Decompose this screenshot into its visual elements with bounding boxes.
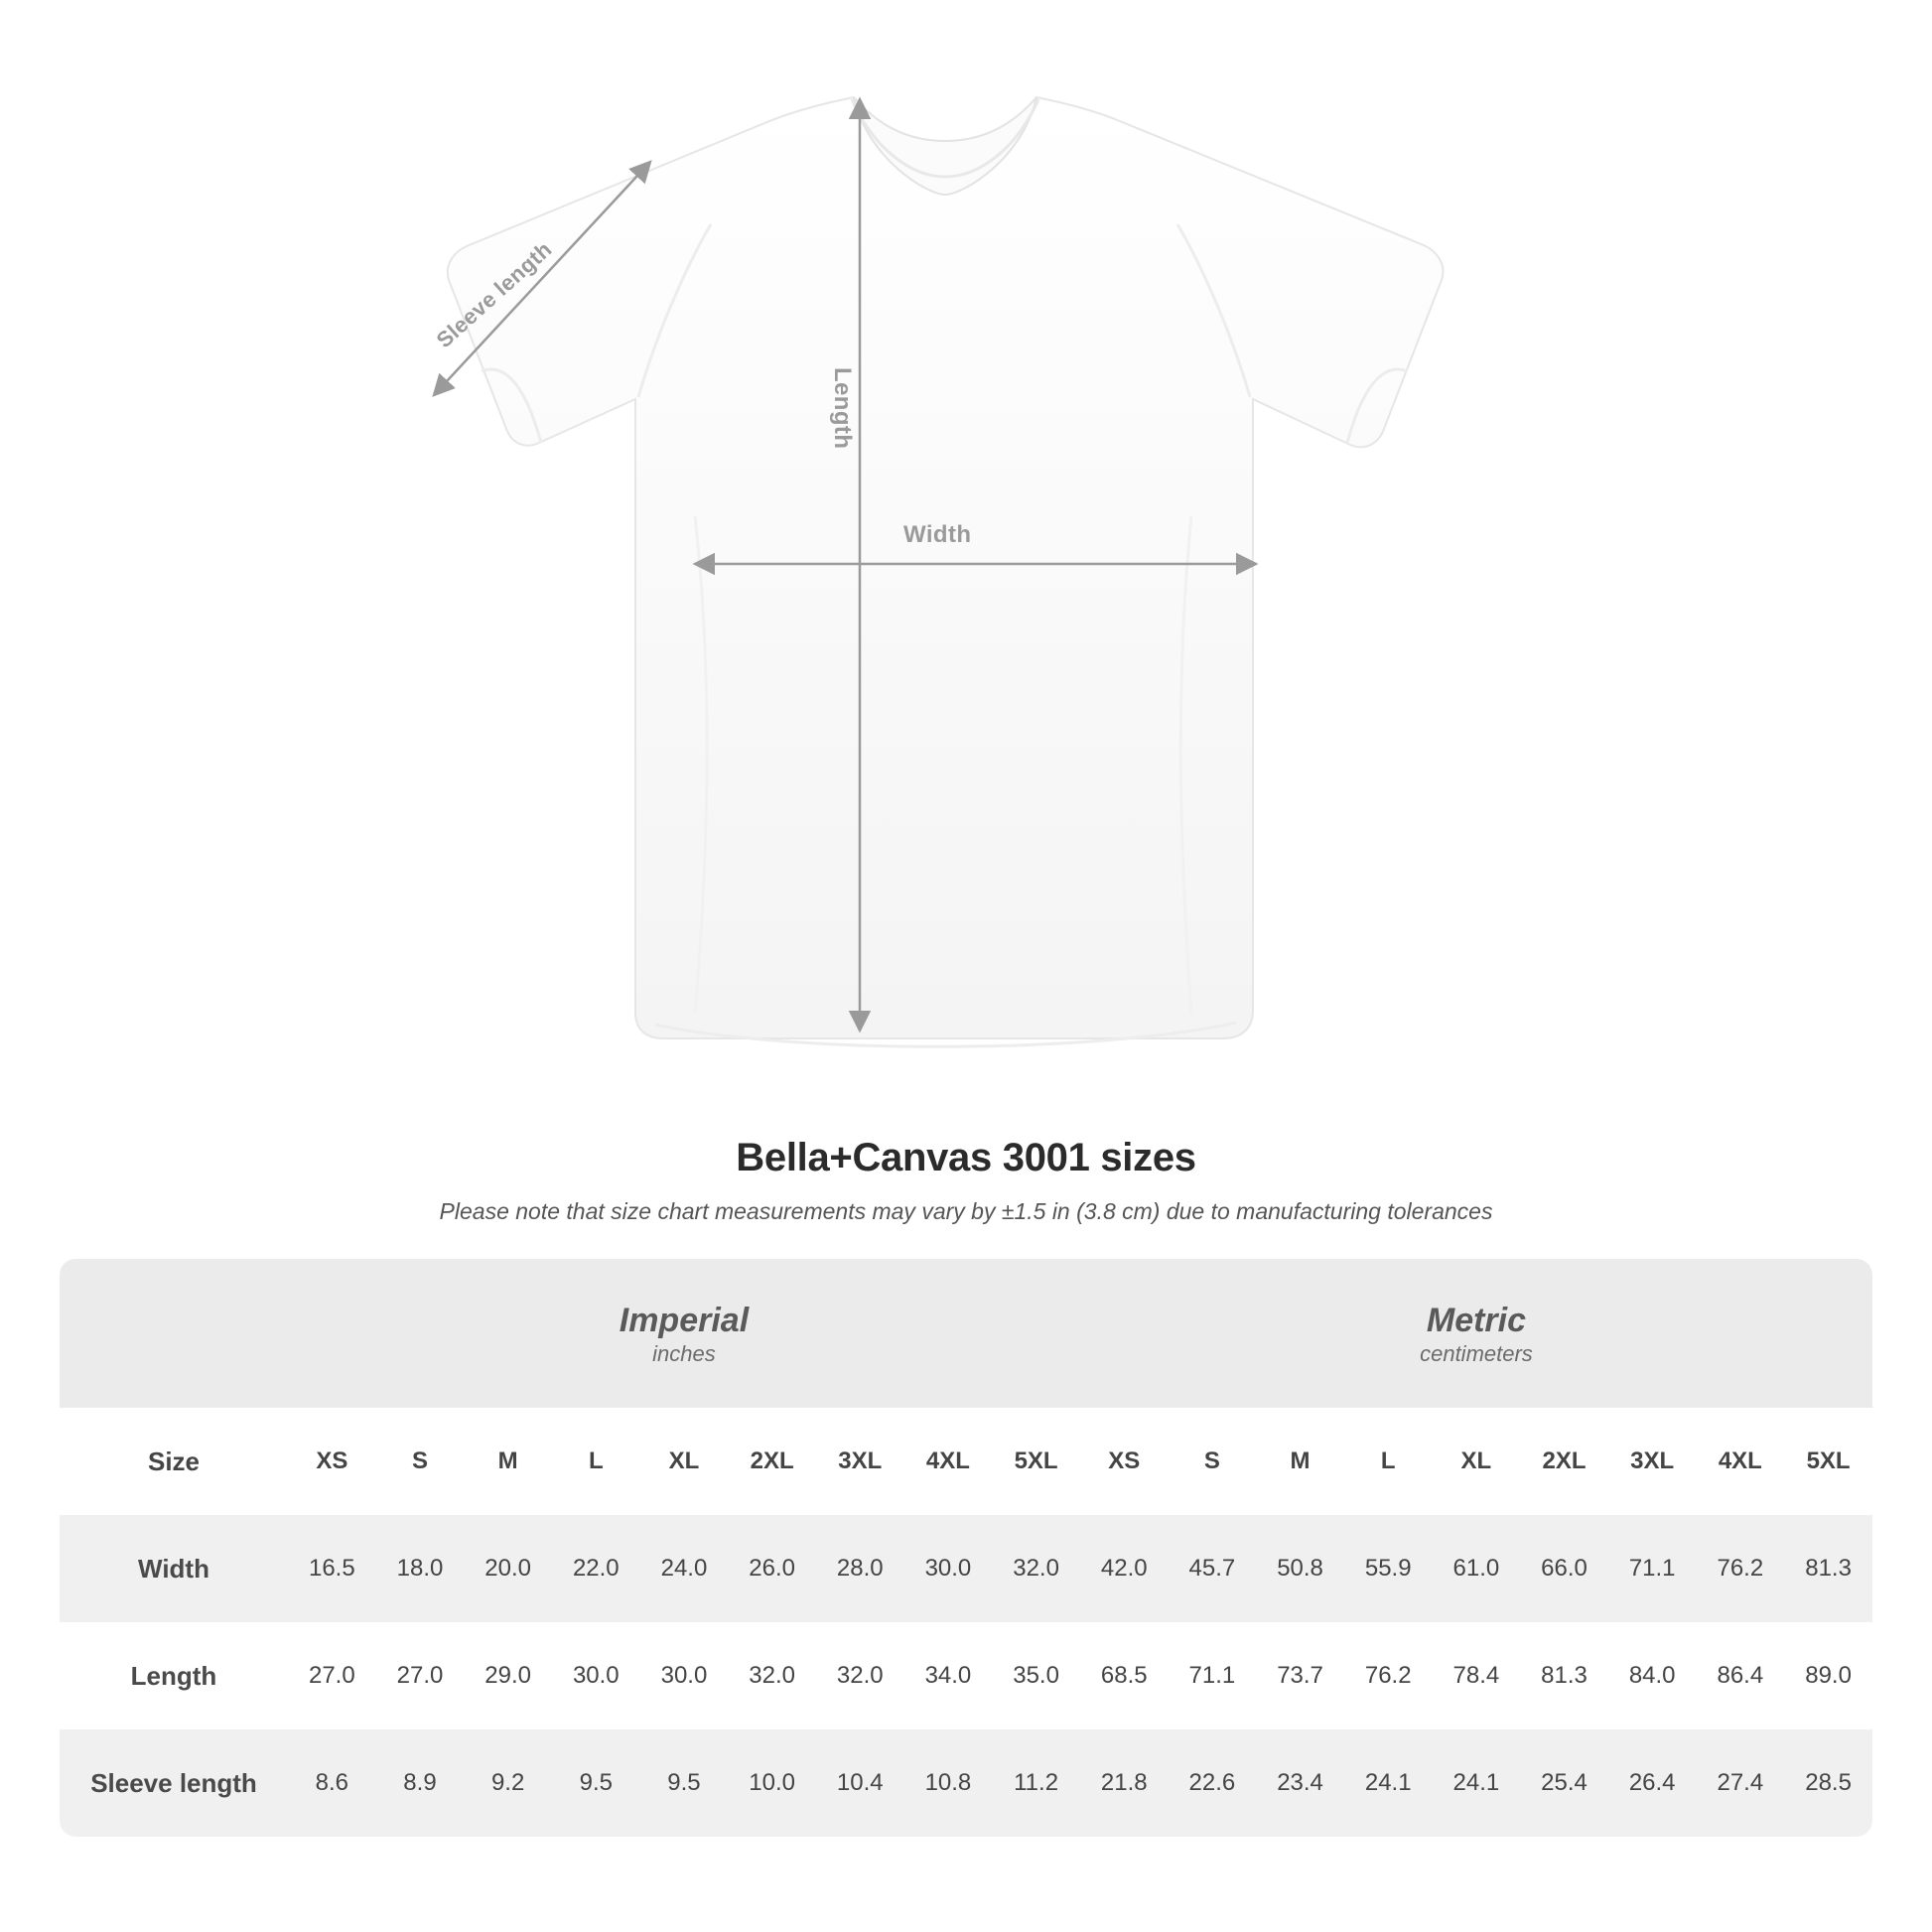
size-header-cell: 3XL: [816, 1408, 904, 1515]
size-table-container: [60, 1259, 1872, 1837]
table-cell: 27.0: [376, 1622, 465, 1729]
imperial-sublabel: inches: [652, 1341, 716, 1367]
unit-group-imperial: [288, 1259, 1080, 1408]
table-cell: 35.0: [992, 1622, 1080, 1729]
size-header-label: Size: [60, 1408, 288, 1515]
table-cell: 24.0: [640, 1515, 729, 1622]
table-cell: 24.1: [1344, 1729, 1433, 1837]
table-cell: 28.5: [1784, 1729, 1872, 1837]
size-header-cell: XL: [640, 1408, 729, 1515]
size-header-cell: XL: [1433, 1408, 1521, 1515]
table-cell: 18.0: [376, 1515, 465, 1622]
table-cell: 24.1: [1433, 1729, 1521, 1837]
table-cell: 10.8: [904, 1729, 993, 1837]
row-label-width: Width: [60, 1515, 288, 1622]
table-cell: 84.0: [1608, 1622, 1697, 1729]
table-cell: 28.0: [816, 1515, 904, 1622]
size-header-cell: XS: [288, 1408, 376, 1515]
table-cell: 61.0: [1433, 1515, 1521, 1622]
table-row: [60, 1515, 1872, 1622]
table-cell: 76.2: [1697, 1515, 1785, 1622]
table-cell: 26.0: [728, 1515, 816, 1622]
heading-block: [0, 1136, 1932, 1225]
table-cell: 71.1: [1169, 1622, 1257, 1729]
table-cell: 45.7: [1169, 1515, 1257, 1622]
table-cell: 11.2: [992, 1729, 1080, 1837]
tshirt-shape: [448, 97, 1444, 1046]
size-header-cell: 5XL: [992, 1408, 1080, 1515]
table-cell: 50.8: [1256, 1515, 1344, 1622]
size-header-cell: 4XL: [904, 1408, 993, 1515]
table-cell: 29.0: [464, 1622, 552, 1729]
table-cell: 23.4: [1256, 1729, 1344, 1837]
page-title: Bella+Canvas 3001 sizes: [736, 1136, 1196, 1179]
table-cell: 30.0: [640, 1622, 729, 1729]
table-cell: 32.0: [816, 1622, 904, 1729]
unit-group-row: [60, 1259, 1872, 1408]
size-header-row: [60, 1408, 1872, 1515]
table-cell: 22.0: [552, 1515, 640, 1622]
size-header-cell: 3XL: [1608, 1408, 1697, 1515]
imperial-label: Imperial: [619, 1301, 750, 1339]
size-header-cell: 2XL: [728, 1408, 816, 1515]
size-header-cell: M: [1256, 1408, 1344, 1515]
table-cell: 34.0: [904, 1622, 993, 1729]
width-label: Width: [903, 521, 972, 548]
table-cell: 32.0: [728, 1622, 816, 1729]
table-cell: 32.0: [992, 1515, 1080, 1622]
table-cell: 30.0: [904, 1515, 993, 1622]
table-cell: 22.6: [1169, 1729, 1257, 1837]
table-cell: 27.0: [288, 1622, 376, 1729]
unit-group-metric: [1080, 1259, 1872, 1408]
table-cell: 9.5: [552, 1729, 640, 1837]
table-cell: 81.3: [1784, 1515, 1872, 1622]
table-cell: 55.9: [1344, 1515, 1433, 1622]
metric-sublabel: centimeters: [1420, 1341, 1533, 1367]
table-cell: 27.4: [1697, 1729, 1785, 1837]
size-header-cell: S: [376, 1408, 465, 1515]
table-cell: 86.4: [1697, 1622, 1785, 1729]
table-row: [60, 1729, 1872, 1837]
table-cell: 71.1: [1608, 1515, 1697, 1622]
unit-row-spacer: [60, 1259, 288, 1408]
row-label-length: Length: [60, 1622, 288, 1729]
table-cell: 8.9: [376, 1729, 465, 1837]
length-label: Length: [829, 367, 856, 450]
table-cell: 20.0: [464, 1515, 552, 1622]
size-header-cell: 2XL: [1520, 1408, 1608, 1515]
table-cell: 81.3: [1520, 1622, 1608, 1729]
table-cell: 9.5: [640, 1729, 729, 1837]
size-header-cell: S: [1169, 1408, 1257, 1515]
size-header-cell: L: [552, 1408, 640, 1515]
table-cell: 89.0: [1784, 1622, 1872, 1729]
table-cell: 10.0: [728, 1729, 816, 1837]
table-cell: 66.0: [1520, 1515, 1608, 1622]
table-cell: 42.0: [1080, 1515, 1169, 1622]
size-header-cell: L: [1344, 1408, 1433, 1515]
tolerance-note: Please note that size chart measurements may vary by ±1.5 in (3.8 cm) due to manufacturing tolerances: [439, 1198, 1493, 1224]
size-table: [60, 1259, 1872, 1837]
table-cell: 25.4: [1520, 1729, 1608, 1837]
size-header-cell: 5XL: [1784, 1408, 1872, 1515]
sleeve-length-label: Sleeve length: [431, 236, 557, 353]
table-cell: 73.7: [1256, 1622, 1344, 1729]
table-cell: 30.0: [552, 1622, 640, 1729]
table-cell: 26.4: [1608, 1729, 1697, 1837]
table-cell: 16.5: [288, 1515, 376, 1622]
row-label-sleeve-length: Sleeve length: [60, 1729, 288, 1837]
table-cell: 21.8: [1080, 1729, 1169, 1837]
table-cell: 68.5: [1080, 1622, 1169, 1729]
table-cell: 76.2: [1344, 1622, 1433, 1729]
table-cell: 10.4: [816, 1729, 904, 1837]
metric-label: Metric: [1426, 1301, 1527, 1339]
size-header-cell: M: [464, 1408, 552, 1515]
table-cell: 8.6: [288, 1729, 376, 1837]
size-header-cell: 4XL: [1697, 1408, 1785, 1515]
table-cell: 9.2: [464, 1729, 552, 1837]
table-row: [60, 1622, 1872, 1729]
table-cell: 78.4: [1433, 1622, 1521, 1729]
size-header-cell: XS: [1080, 1408, 1169, 1515]
